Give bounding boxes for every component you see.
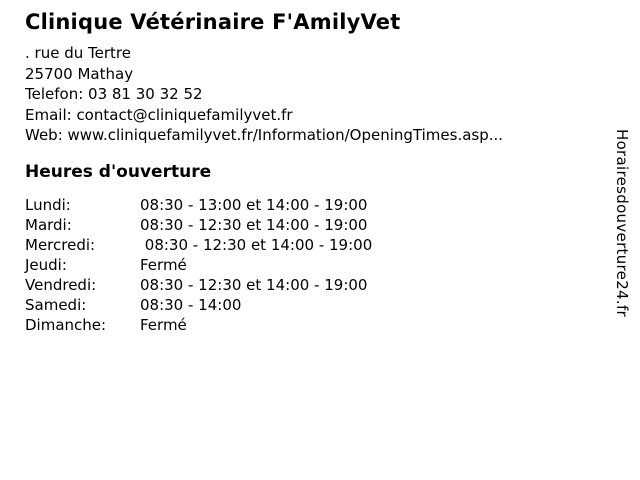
day-label: Samedi: — [25, 295, 87, 314]
hours-row-thursday — [25, 255, 585, 275]
hours-row-wednesday — [25, 235, 585, 255]
address-street-line: . rue du Tertre — [25, 44, 131, 62]
opening-hours-table — [25, 195, 585, 335]
contact-info-block — [25, 43, 585, 146]
time-value: 08:30 - 13:00 et 14:00 - 19:00 — [140, 195, 368, 214]
main-content — [25, 9, 585, 335]
day-label: Mercredi: — [25, 235, 96, 254]
hours-row-friday — [25, 275, 585, 295]
day-label: Jeudi: — [25, 255, 67, 274]
hours-row-saturday — [25, 295, 585, 315]
hours-row-sunday — [25, 315, 585, 335]
time-value: 08:30 - 12:30 et 14:00 - 19:00 — [140, 275, 368, 294]
hours-row-tuesday — [25, 215, 585, 235]
site-watermark: Horairesdouverture24.fr — [613, 129, 631, 317]
address-city-line: 25700 Mathay — [25, 64, 134, 83]
time-value: Fermé — [140, 315, 187, 334]
time-value: 08:30 - 14:00 — [140, 295, 242, 314]
day-label: Lundi: — [25, 195, 71, 214]
day-label: Mardi: — [25, 215, 72, 234]
time-value: Fermé — [140, 255, 187, 274]
time-value: 08:30 - 12:30 et 14:00 - 19:00 — [140, 215, 368, 234]
hours-row-monday — [25, 195, 585, 215]
opening-hours-heading: Heures d'ouverture — [25, 161, 212, 182]
phone-line: Telefon: 03 81 30 32 52 — [25, 85, 203, 103]
email-line: Email: contact@cliniquefamilyvet.fr — [25, 105, 293, 124]
day-label: Vendredi: — [25, 275, 97, 294]
website-line: Web: www.cliniquefamilyvet.fr/Information/OpeningTimes.asp... — [25, 126, 504, 144]
business-name-title: Clinique Vétérinaire F'AmilyVet — [25, 10, 401, 34]
day-label: Dimanche: — [25, 315, 107, 334]
time-value: 08:30 - 12:30 et 14:00 - 19:00 — [140, 235, 373, 254]
